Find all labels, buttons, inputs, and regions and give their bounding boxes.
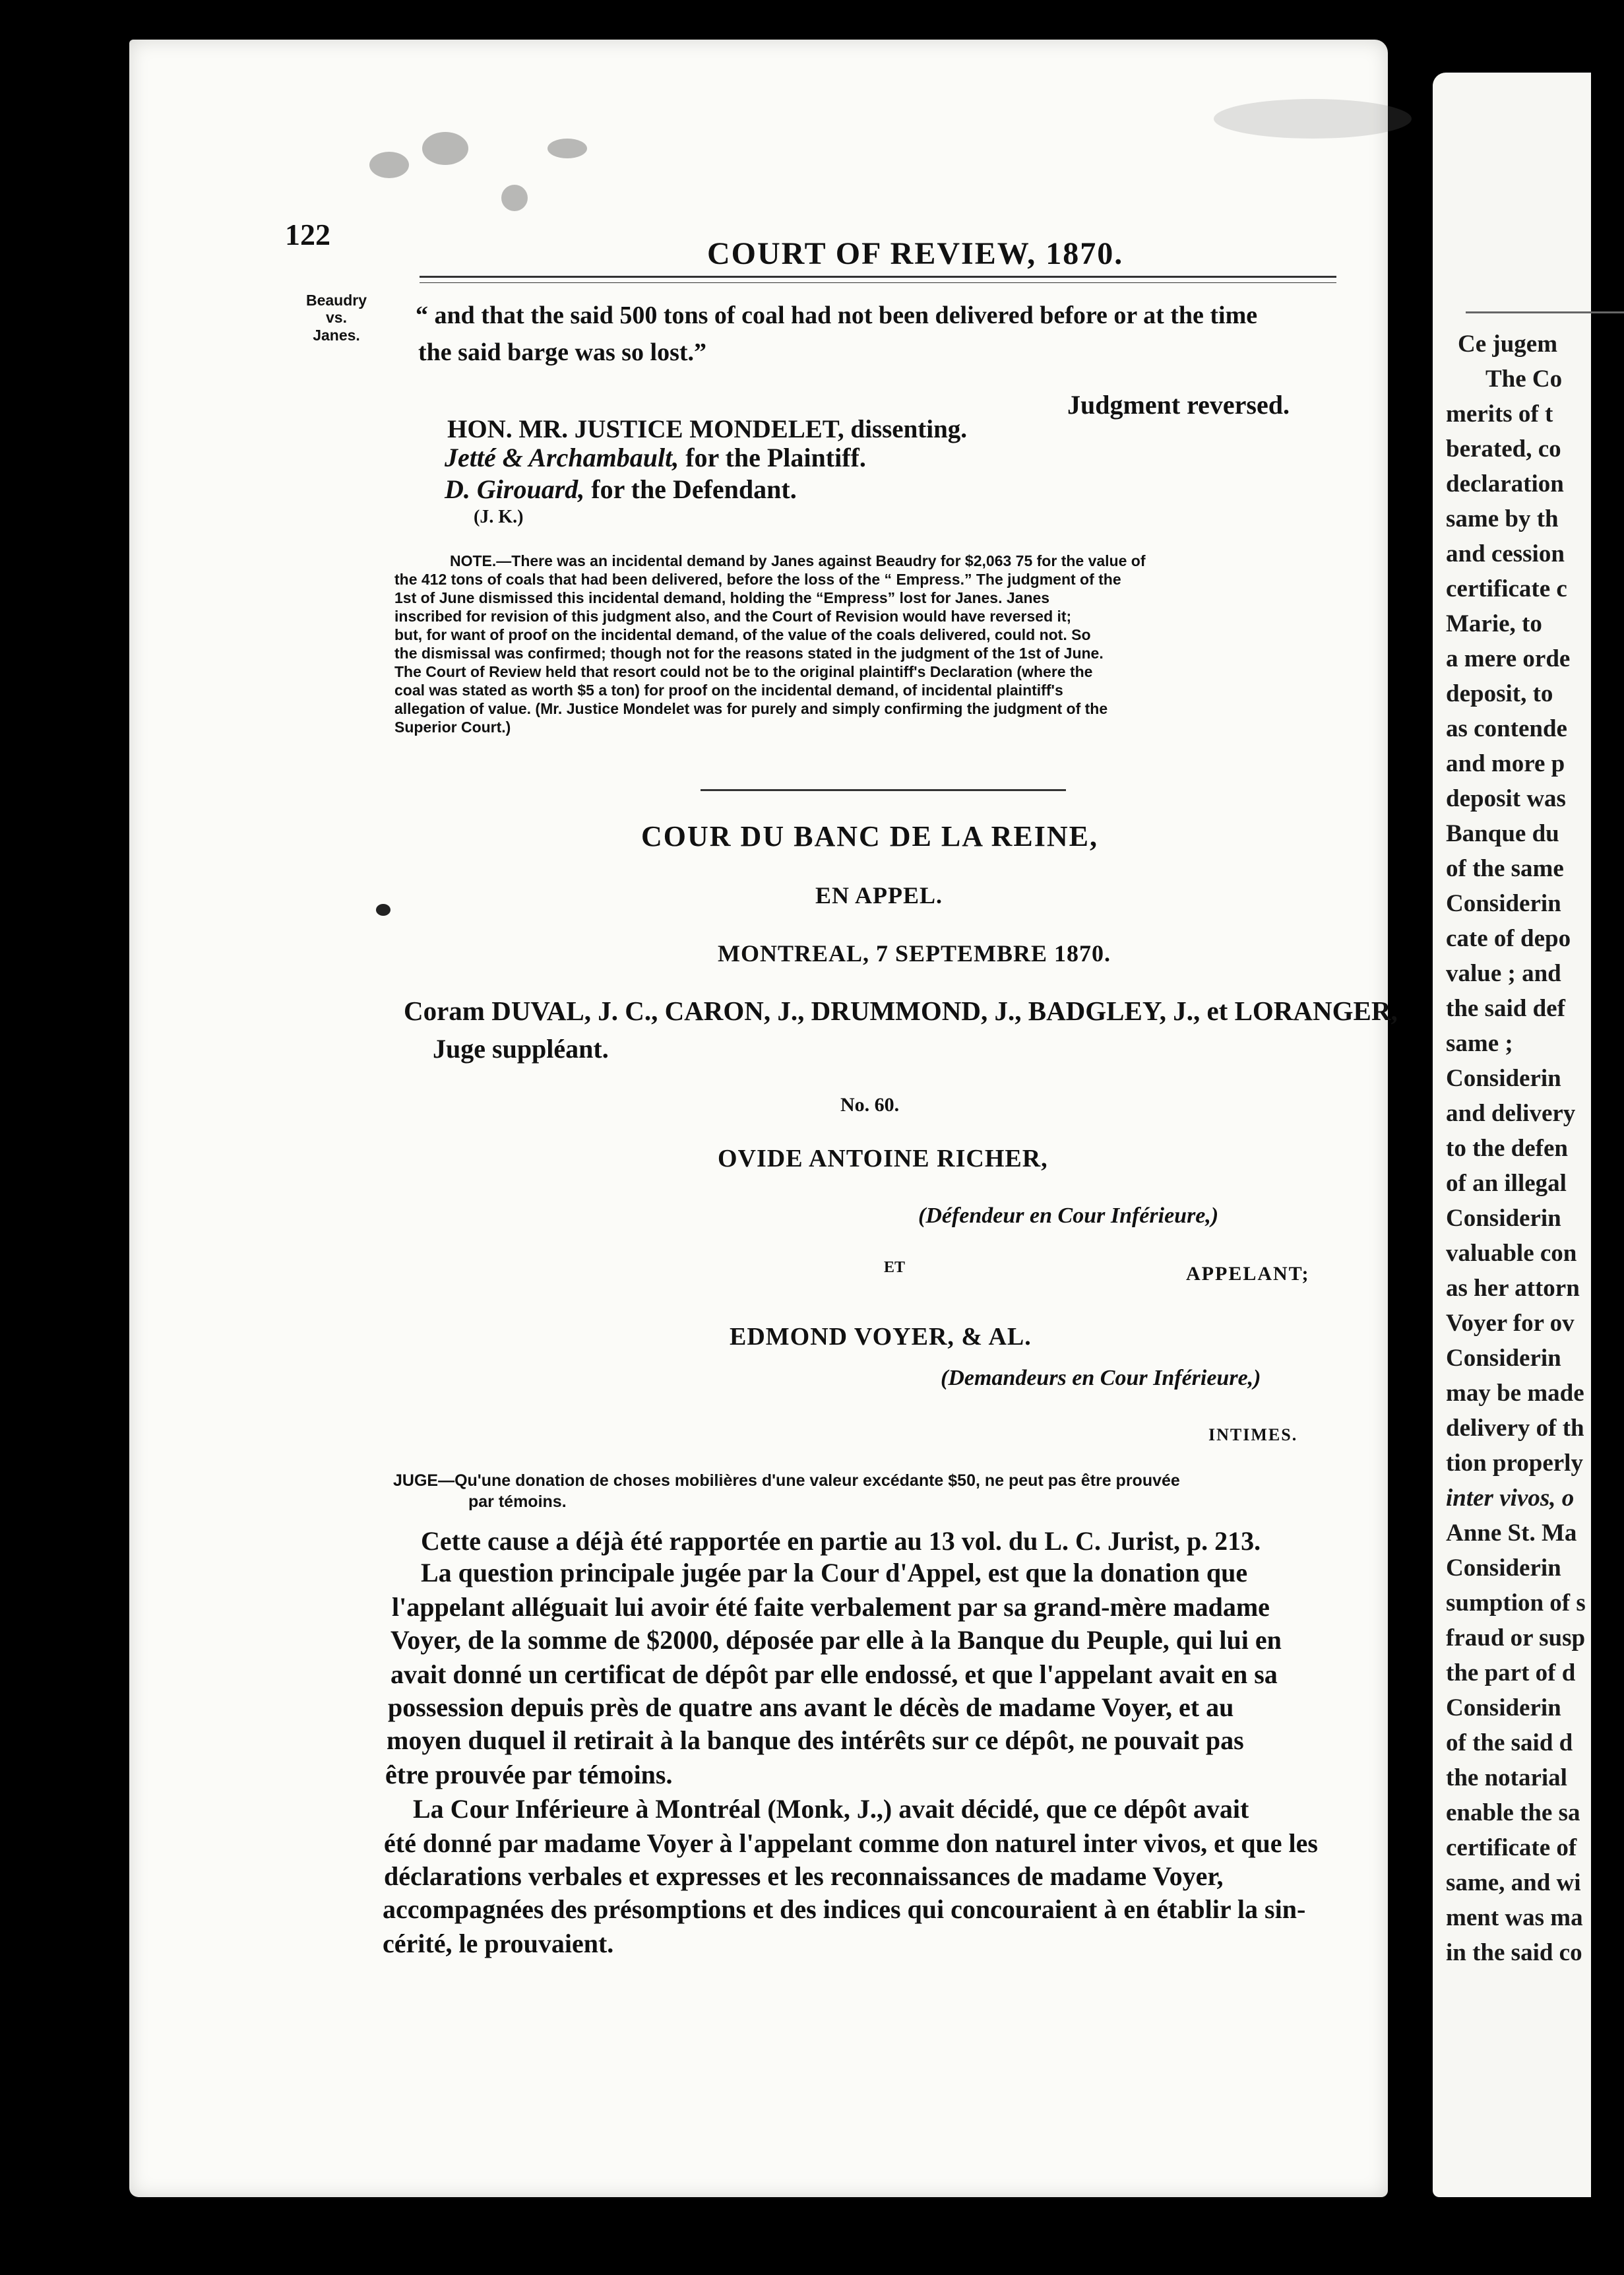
margin-note <box>290 292 383 344</box>
appellant-label: APPELANT; <box>1186 1263 1310 1285</box>
defendant-attorney-line <box>445 474 797 505</box>
adjacent-page-line: cate of depo <box>1446 925 1571 952</box>
adjacent-page-line: certificate of <box>1446 1834 1577 1861</box>
body-line: être prouvée par témoins. <box>385 1760 673 1789</box>
judgment-line: Judgment reversed. <box>1067 390 1290 420</box>
section-divider <box>701 789 1066 791</box>
case-number: No. 60. <box>840 1094 900 1116</box>
adjacent-page-line: Considerin <box>1446 1694 1561 1721</box>
body-line: accompagnées des présomptions et des indices qui concouraient à en établir la sin- <box>383 1894 1306 1924</box>
defendant-role: for the Defendant. <box>591 474 797 504</box>
adjacent-page-line: of the said d <box>1446 1729 1573 1756</box>
note-line: the 412 tons of coals that had been delivered, before the loss of the “ Empress.” The judgment of the <box>394 571 1121 588</box>
header-rule-thin <box>420 282 1336 283</box>
coram-line: Juge suppléant. <box>433 1034 609 1064</box>
adjacent-page-line: merits of t <box>1446 401 1553 428</box>
adjacent-page-line: and delivery <box>1446 1100 1576 1127</box>
note-line: but, for want of proof on the incidental demand, of the value of the coals delivered, could not. So <box>394 626 1091 643</box>
adjacent-page-line: Ce jugem <box>1458 331 1558 358</box>
body-line: déclarations verbales et expresses et les reconnaissances de madame Voyer, <box>384 1861 1224 1891</box>
adjacent-page-line: deposit, to <box>1446 680 1553 707</box>
adjacent-page-line: the said def <box>1446 995 1565 1022</box>
adjacent-page-line: Marie, to <box>1446 610 1542 637</box>
margin-note-line: vs. <box>326 309 347 327</box>
dissent-line: HON. MR. JUSTICE MONDELET, dissenting. <box>447 415 968 443</box>
juge-line: par témoins. <box>468 1492 567 1511</box>
adjacent-page-line: may be made <box>1446 1380 1584 1407</box>
adjacent-page-line: and more p <box>1446 750 1565 777</box>
adjacent-page-line: delivery of th <box>1446 1415 1584 1442</box>
court-name: COUR DU BANC DE LA REINE, <box>641 820 1098 852</box>
adjacent-page-line: declaration <box>1446 470 1564 497</box>
respondent-label: INTIMES. <box>1208 1425 1298 1444</box>
adjacent-page-line: and cession <box>1446 540 1565 567</box>
adjacent-page-line: same, and wi <box>1446 1869 1581 1896</box>
adjacent-page-line: as contende <box>1446 715 1567 742</box>
adjacent-page-line: deposit was <box>1446 785 1566 812</box>
adjacent-page-line: Considerin <box>1446 1554 1561 1582</box>
plaintiff-attorney-line <box>445 442 866 473</box>
note-line: Superior Court.) <box>394 719 511 736</box>
en-appel: EN APPEL. <box>815 882 943 909</box>
adjacent-page-line: The Co <box>1485 366 1563 393</box>
adjacent-page-line: as her attorn <box>1446 1275 1580 1302</box>
note-line: inscribed for revision of this judgment also, and the Court of Revision would have reversed it; <box>394 608 1072 625</box>
body-line: Cette cause a déjà été rapportée en partie au 13 vol. du L. C. Jurist, p. 213. <box>421 1526 1261 1556</box>
adjacent-page-line: sumption of s <box>1446 1589 1586 1617</box>
adjacent-page-line: of the same <box>1446 855 1564 882</box>
adjacent-page-line: enable the sa <box>1446 1799 1580 1826</box>
adjacent-page-line: same ; <box>1446 1030 1513 1057</box>
et-label: ET <box>884 1259 906 1276</box>
adjacent-page-rule <box>1466 311 1624 313</box>
adjacent-page-line: a mere orde <box>1446 645 1571 672</box>
adjacent-page-line: of an illegal <box>1446 1170 1567 1197</box>
adjacent-page-line: inter vivos, o <box>1446 1485 1575 1512</box>
note-line: 1st of June dismissed this incidental demand, holding the “Empress” lost for Janes. Janes <box>394 589 1050 606</box>
margin-note-line: Janes. <box>313 326 360 344</box>
appellant-name: OVIDE ANTOINE RICHER, <box>718 1145 1048 1172</box>
quote-line: “ and that the said 500 tons of coal had not been delivered before or at the time <box>416 302 1258 329</box>
adjacent-page-line: value ; and <box>1446 960 1561 987</box>
body-line: possession depuis près de quatre ans avant le décès de madame Voyer, et au <box>388 1692 1234 1722</box>
adjacent-page <box>1433 73 1591 2197</box>
quote-line: the said barge was so lost.” <box>418 338 707 366</box>
body-line: l'appelant alléguait lui avoir été faite verbalement par sa grand-mère madame <box>392 1592 1270 1622</box>
place-date: MONTREAL, 7 SEPTEMBRE 1870. <box>718 940 1111 967</box>
adjacent-page-line: Considerin <box>1446 890 1561 917</box>
body-line: La question principale jugée par la Cour d'Appel, est que la donation que <box>421 1558 1248 1587</box>
body-line: moyen duquel il retirait à la banque des intérêts sur ce dépôt, ne pouvait pas <box>387 1725 1244 1755</box>
coram-line: Coram DUVAL, J. C., CARON, J., DRUMMOND, J., BADGLEY, J., et LORANGER, <box>404 996 1398 1026</box>
page-number: 122 <box>285 218 330 251</box>
running-head: COURT OF REVIEW, 1870. <box>707 236 1124 271</box>
header-rule <box>420 276 1336 278</box>
adjacent-page-line: Banque du <box>1446 820 1559 847</box>
note-line: allegation of value. (Mr. Justice Mondelet was for purely and simply confirming the judgment of the <box>394 700 1108 717</box>
adjacent-page-line: Considerin <box>1446 1065 1561 1092</box>
note-line: The Court of Review held that resort could not be to the original plaintiff's Declaration (where the <box>394 663 1093 680</box>
body-line: cérité, le prouvaient. <box>383 1929 614 1958</box>
juge-line: JUGE—Qu'une donation de choses mobilières d'une valeur excédante $50, ne peut pas être prouvée <box>393 1471 1180 1490</box>
adjacent-page-line: berated, co <box>1446 435 1561 463</box>
adjacent-page-line: to the defen <box>1446 1135 1568 1162</box>
defendant-attorney: D. Girouard, <box>445 474 585 504</box>
body-line: Voyer, de la somme de $2000, déposée par elle à la Banque du Peuple, qui lui en <box>390 1625 1282 1655</box>
body-line: avait donné un certificat de dépôt par elle endossé, et que l'appelant avait en sa <box>390 1659 1278 1689</box>
margin-note-line: Beaudry <box>305 292 367 309</box>
adjacent-page-line: Considerin <box>1446 1345 1561 1372</box>
adjacent-page-line: fraud or susp <box>1446 1624 1586 1651</box>
adjacent-page-line: valuable con <box>1446 1240 1577 1267</box>
note-line: the dismissal was confirmed; though not for the reasons stated in the judgment of the 1st of June. <box>394 645 1104 662</box>
body-line: été donné par madame Voyer à l'appelant comme don naturel inter vivos, et que les <box>384 1828 1318 1858</box>
adjacent-page-line: the part of d <box>1446 1659 1576 1686</box>
adjacent-page-line: certificate c <box>1446 575 1567 602</box>
plaintiff-attorneys: Jetté & Archambault, <box>445 443 679 472</box>
respondent-name: EDMOND VOYER, & AL. <box>730 1323 1032 1351</box>
note-line: coal was stated as worth $5 a ton) for proof on the incidental demand, of incidental plaintiff's <box>394 682 1063 699</box>
adjacent-page-line: tion properly <box>1446 1450 1583 1477</box>
plaintiff-role: for the Plaintiff. <box>685 443 866 472</box>
body-line: La Cour Inférieure à Montréal (Monk, J.,) avait décidé, que ce dépôt avait <box>413 1794 1249 1824</box>
respondent-role: (Demandeurs en Cour Inférieure,) <box>941 1366 1261 1390</box>
adjacent-page-line: ment was ma <box>1446 1904 1583 1931</box>
adjacent-page-line: Considerin <box>1446 1205 1561 1232</box>
adjacent-page-line: same by th <box>1446 505 1559 532</box>
adjacent-page-line: in the said co <box>1446 1939 1582 1966</box>
adjacent-page-line: Anne St. Ma <box>1446 1520 1577 1547</box>
adjacent-page-line: Voyer for ov <box>1446 1310 1575 1337</box>
note-line: NOTE.—There was an incidental demand by Janes against Beaudry for $2,063 75 for the value of <box>450 552 1146 569</box>
reporter-initials: (J. K.) <box>474 507 524 527</box>
adjacent-page-line: the notarial <box>1446 1764 1567 1791</box>
appellant-role: (Défendeur en Cour Inférieure,) <box>918 1203 1219 1228</box>
